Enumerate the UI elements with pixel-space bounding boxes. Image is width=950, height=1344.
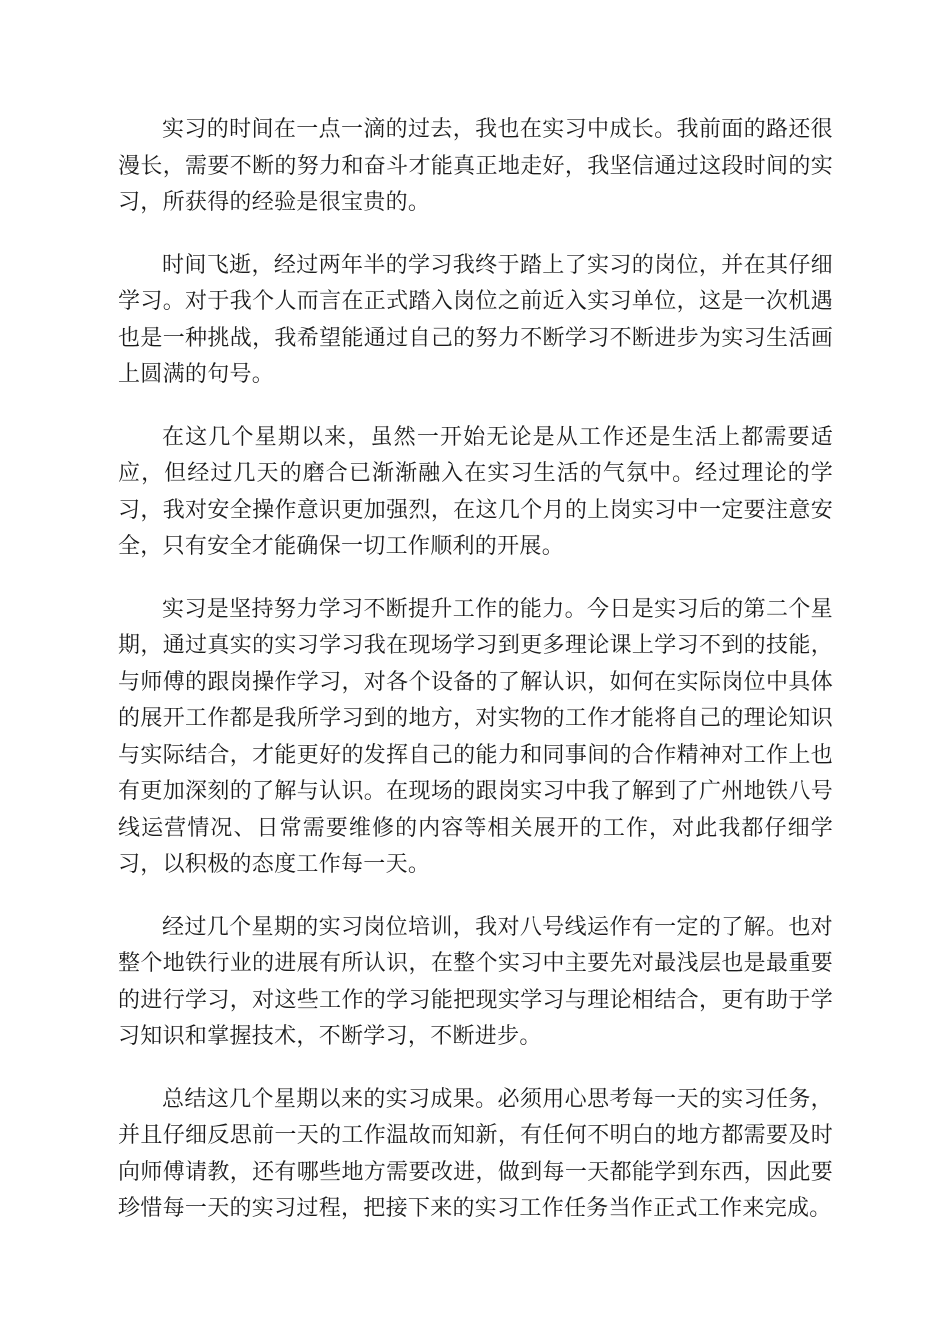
paragraph-5: 经过几个星期的实习岗位培训，我对八号线运作有一定的了解。也对整个地铁行业的进展有所认识，在整个实习中主要先对最浅层也是最重要的进行学习，对这些工作的学习能把现实学习与理论相结合，更有助于学习知识和掌握技术，不断学习，不断进步。 xyxy=(118,914,833,1049)
paragraph-3: 在这几个星期以来，虽然一开始无论是从工作还是生活上都需要适应，但经过几天的磨合已渐渐融入在实习生活的气氛中。经过理论的学习，我对安全操作意识更加强烈，在这几个月的上岗实习中一定要注意安全，只有安全才能确保一切工作顺利的开展。 xyxy=(118,424,833,559)
paragraph-2: 时间飞逝，经过两年半的学习我终于踏上了实习的岗位，并在其仔细学习。对于我个人而言在正式踏入岗位之前近入实习单位，这是一次机遇也是一种挑战，我希望能通过自己的努力不断学习不断进步为实习生活画上圆满的句号。 xyxy=(118,252,833,387)
paragraph-1: 实习的时间在一点一滴的过去，我也在实习中成长。我前面的路还很漫长，需要不断的努力和奋斗才能真正地走好，我坚信通过这段时间的实习，所获得的经验是很宝贵的。 xyxy=(118,117,833,215)
document-body xyxy=(118,112,833,1254)
paragraph-4: 实习是坚持努力学习不断提升工作的能力。今日是实习后的第二个星期，通过真实的实习学习我在现场学习到更多理论课上学习不到的技能，与师傅的跟岗操作学习，对各个设备的了解认识，如何在实际岗位中具体的展开工作都是我所学习到的地方，对实物的工作才能将自己的理论知识与实际结合，才能更好的发挥自己的能力和同事间的合作精神对工作上也有更加深刻的了解与认识。在现场的跟岗实习中我了解到了广州地铁八号线运营情况、日常需要维修的内容等相关展开的工作，对此我都仔细学习，以积极的态度工作每一天。 xyxy=(118,596,833,877)
paragraph-6: 总结这几个星期以来的实习成果。必须用心思考每一天的实习任务，并且仔细反思前一天的工作温故而知新，有任何不明白的地方都需要及时向师傅请教，还有哪些地方需要改进，做到每一天都能学到东西，因此要珍惜每一天的实习过程，把接下来的实习工作任务当作正式工作来完成。 xyxy=(118,1086,833,1221)
